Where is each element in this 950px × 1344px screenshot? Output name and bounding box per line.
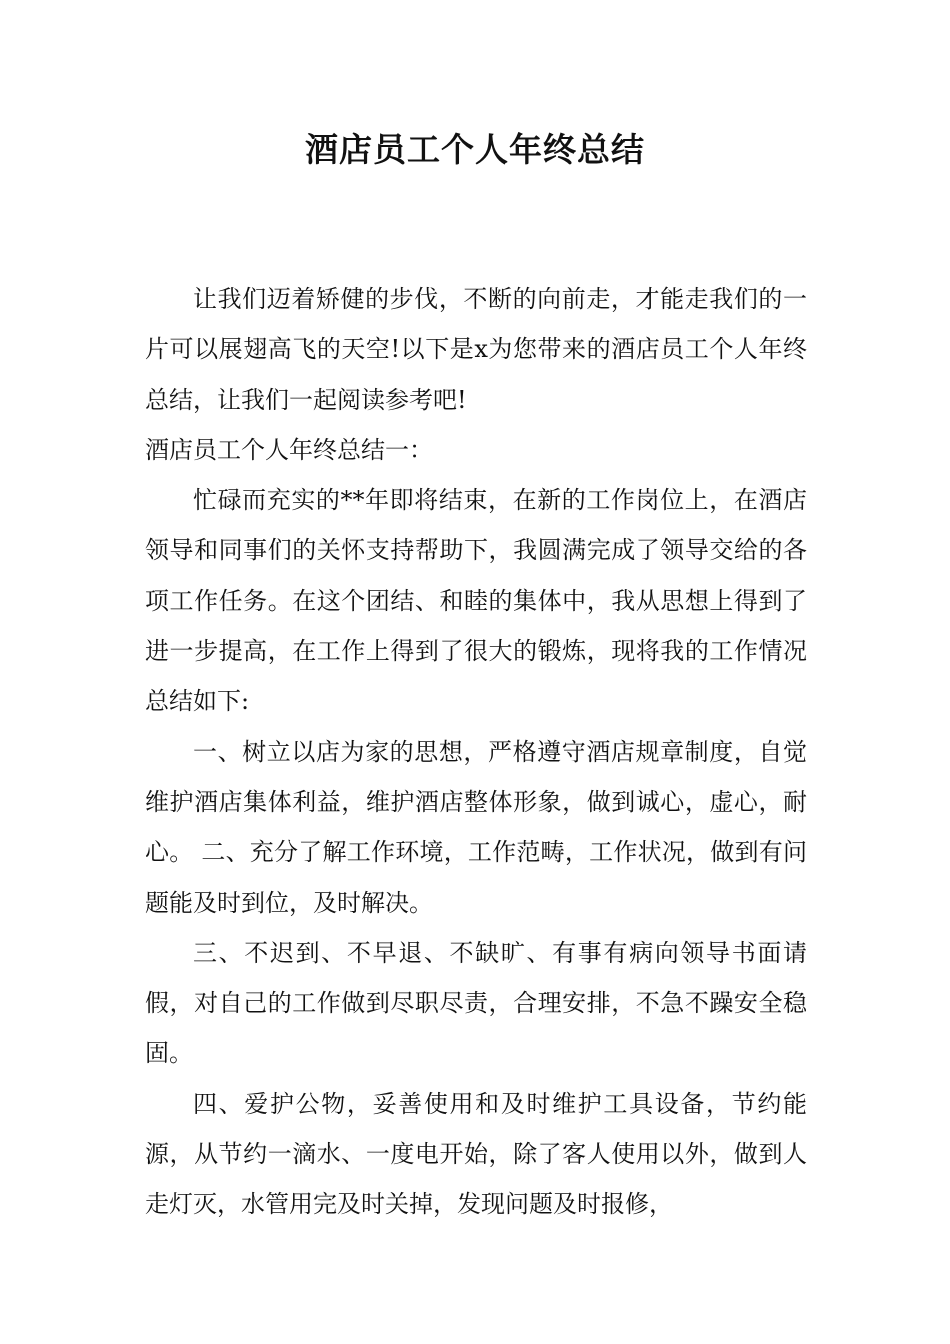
- section-heading: 酒店员工个人年终总结一：: [145, 435, 433, 464]
- intro-paragraph: 让我们迈着矫健的步伐，不断的向前走，才能走我们的一片可以展翅高飞的天空!以下是x为您带来的酒店员工个人年终总结，让我们一起阅读参考吧!: [145, 285, 807, 414]
- document-title: 酒店员工个人年终总结: [305, 130, 645, 169]
- document-body: [145, 274, 807, 1230]
- body-paragraph: 一、树立以店为家的思想，严格遵守酒店规章制度，自觉维护酒店集体利益，维护酒店整体形象，做到诚心，虚心，耐心。 二、充分了解工作环境，工作范畴，工作状况，做到有问题能及时到位，及时解决。: [145, 737, 807, 917]
- body-paragraph: 四、爱护公物，妥善使用和及时维护工具设备，节约能源，从节约一滴水、一度电开始，除了客人使用以外，做到人走灯灭，水管用完及时关掉，发现问题及时报修，: [145, 1089, 807, 1219]
- body-paragraph: 三、不迟到、不早退、不缺旷、有事有病向领导书面请假，对自己的工作做到尽职尽责，合理安排，不急不躁安全稳固。: [145, 938, 807, 1068]
- body-paragraph: 忙碌而充实的**年即将结束，在新的工作岗位上，在酒店领导和同事们的关怀支持帮助下，我圆满完成了领导交给的各项工作任务。在这个团结、和睦的集体中，我从思想上得到了进一步提高，在工作上得到了很大的锻炼，现将我的工作情况总结如下:: [145, 486, 807, 716]
